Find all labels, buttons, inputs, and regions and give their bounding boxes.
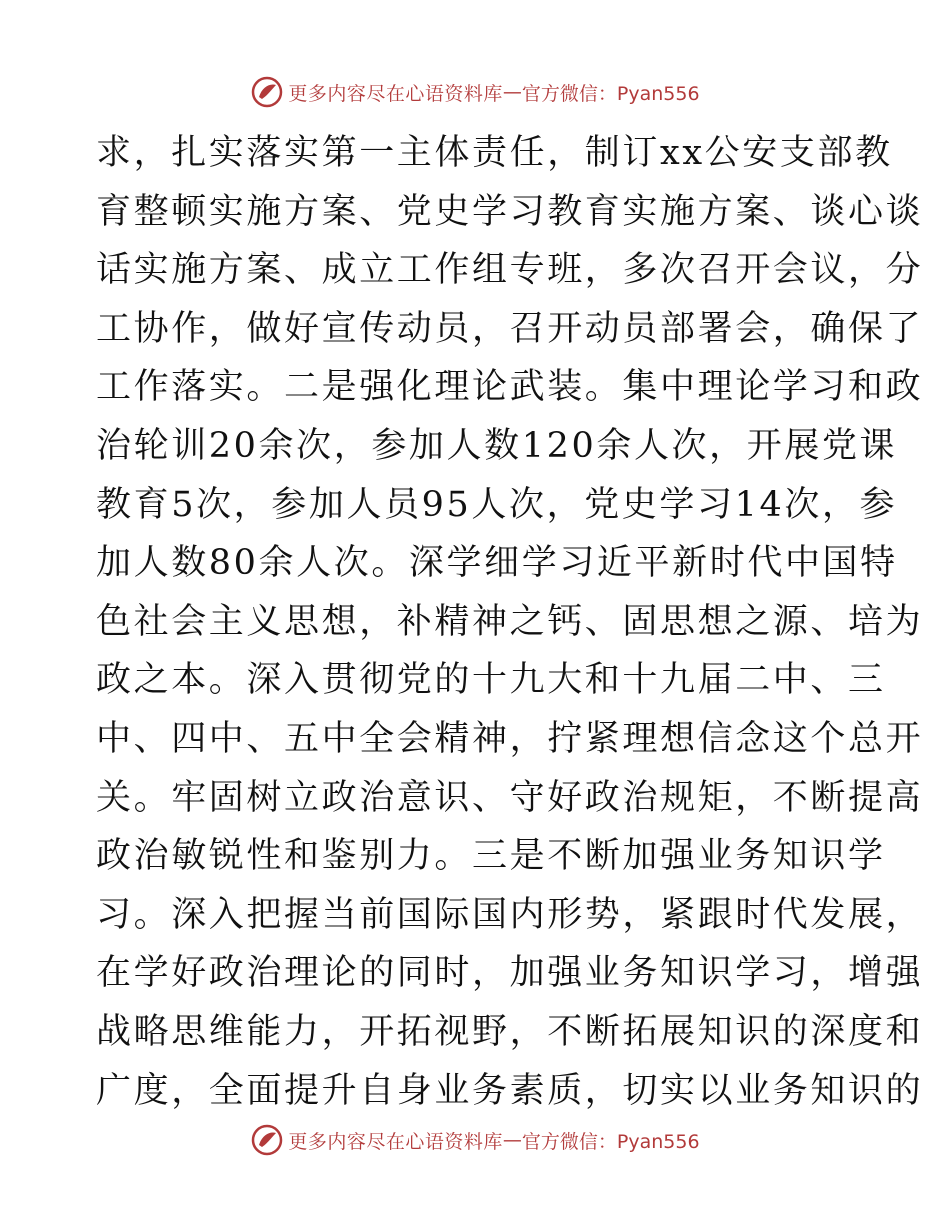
text-line: 工作落实。二是强化理论武装。集中理论学习和政	[96, 367, 924, 408]
watermark-dash: —	[502, 1129, 522, 1151]
text-line: 政之本。深入贯彻党的十九大和十九届二中、三	[96, 660, 886, 701]
watermark-brand-text: 更多内容尽在心语资料库	[288, 1130, 503, 1153]
watermark-wechat-text: 官方微信：Pyan556	[521, 1130, 700, 1153]
text-line: 育整顿实施方案、党史学习教育实施方案、谈心谈	[96, 191, 924, 232]
text-line: 广度，全面提升自身业务素质，切实以业务知识的	[96, 1070, 924, 1111]
header-watermark	[0, 72, 950, 112]
text-line: 话实施方案、成立工作组专班，多次召开会议，分	[96, 250, 924, 291]
text-line: 中、四中、五中全会精神，拧紧理想信念这个总开	[96, 718, 924, 759]
text-line: 加人数80余人次。深学细学习近平新时代中国特	[96, 543, 898, 584]
brand-logo-icon	[250, 1123, 284, 1157]
text-line: 战略思维能力，开拓视野，不断拓展知识的深度和	[96, 1011, 924, 1052]
text-line: 在学好政治理论的同时，加强业务知识学习，增强	[96, 953, 924, 994]
watermark-wechat-text: 官方微信：Pyan556	[521, 82, 700, 105]
text-line: 色社会主义思想，补精神之钙、固思想之源、培为	[96, 601, 924, 642]
text-line: 教育5次，参加人员95人次，党史学习14次，参	[96, 484, 898, 525]
text-line: 工协作，做好宣传动员，召开动员部署会，确保了	[96, 308, 924, 349]
watermark-dash: —	[502, 81, 522, 103]
text-line: 关。牢固树立政治意识、守好政治规矩，不断提高	[96, 777, 924, 818]
brand-logo-icon	[250, 75, 284, 109]
text-line: 治轮训20余次，参加人数120余人次，开展党课	[96, 425, 898, 466]
text-line: 政治敏锐性和鉴别力。三是不断加强业务知识学	[96, 836, 886, 877]
document-body	[96, 124, 924, 1120]
footer-watermark	[0, 1120, 950, 1160]
text-line: 求，扎实落实第一主体责任，制订xx公安支部教	[96, 133, 893, 173]
text-line: 习。深入把握当前国际国内形势，紧跟时代发展，	[96, 894, 924, 935]
watermark-brand-text: 更多内容尽在心语资料库	[288, 82, 503, 105]
